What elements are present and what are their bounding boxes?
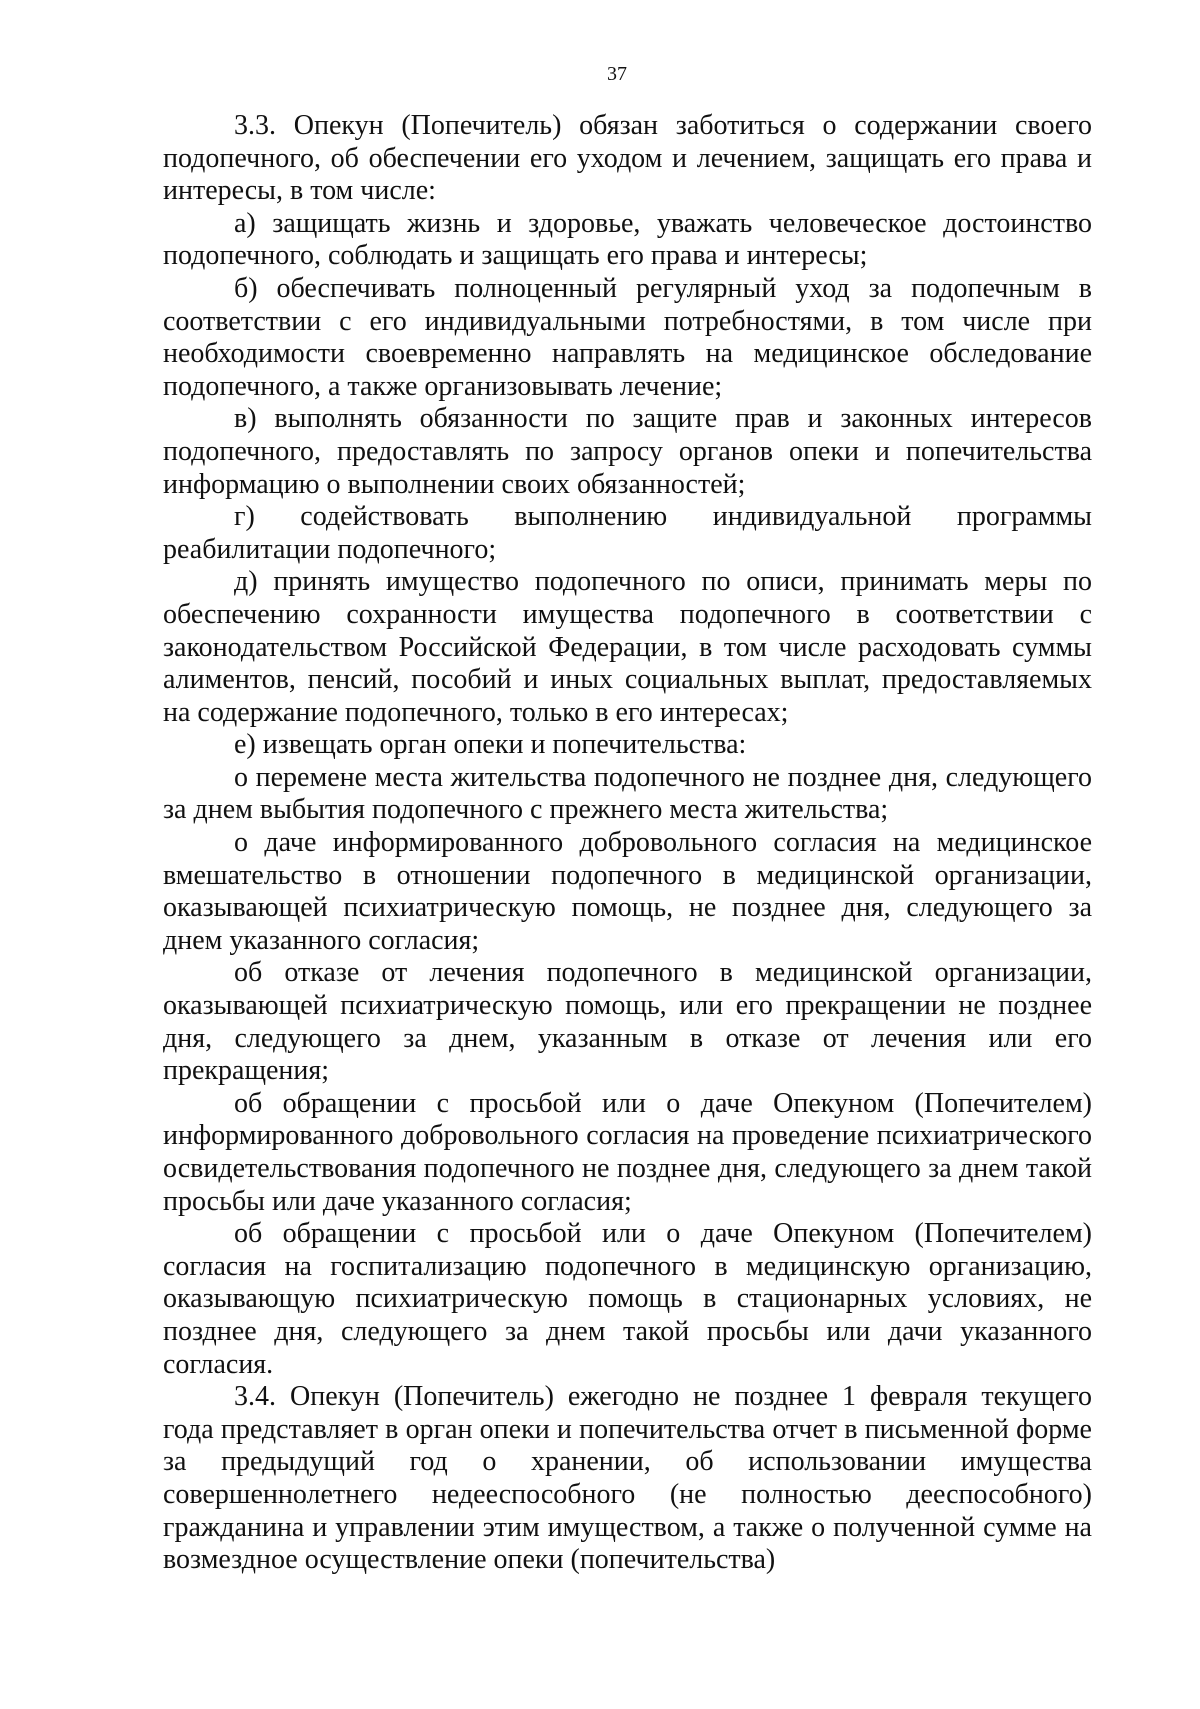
- paragraph-notice-examination: об обращении с просьбой или о даче Опекуном (Попечителем) информированного добровольного согласия на проведение психиатрического освидетельствования подопечного не позднее дня, следующего за днем такой просьбы или даче указанного согласия;: [163, 1087, 1092, 1217]
- paragraph-3-4: 3.4. Опекун (Попечитель) ежегодно не позднее 1 февраля текущего года представляет в орган опеки и попечительства отчет в письменной форме за предыдущий год о хранении, об использовании имущества совершеннолетнего недееспособного (не полностью дееспособного) гражданина и управлении этим имуществом, а также о полученной сумме на возмездное осуществление опеки (попечительства): [163, 1381, 1092, 1576]
- paragraph-notice-refusal: об отказе от лечения подопечного в медицинской организации, оказывающей психиатрическую помощь, или его прекращении не позднее дня, следующего за днем, указанным в отказе от лечения или его прекращения;: [163, 957, 1092, 1087]
- paragraph-item-a: а) защищать жизнь и здоровье, уважать человеческое достоинство подопечного, соблюдать и защищать его права и интересы;: [163, 207, 1092, 272]
- paragraph-item-g: г) содействовать выполнению индивидуальной программы реабилитации подопечного;: [163, 501, 1092, 565]
- paragraph-notice-residence: о перемене места жительства подопечного не позднее дня, следующего за днем выбытия подопечного с прежнего места жительства;: [163, 761, 1092, 826]
- page-number: 37: [607, 63, 627, 85]
- paragraph-notice-hospitalization: об обращении с просьбой или о даче Опекуном (Попечителем) согласия на госпитализацию подопечного в медицинскую организацию, оказывающую психиатрическую помощь в стационарных условиях, не позднее дня, следующего за днем такой просьбы или дачи указанного согласия.: [163, 1218, 1092, 1380]
- paragraph-item-d: д) принять имущество подопечного по описи, принимать меры по обеспечению сохранности имущества подопечного в соответствии с законодательством Российской Федерации, в том числе расходовать суммы алиментов, пенсий, пособий и иных социальных выплат, предоставляемых на содержание подопечного, только в его интересах;: [163, 566, 1092, 728]
- paragraph-item-b: б) обеспечивать полноценный регулярный уход за подопечным в соответствии с его индивидуальными потребностями, в том числе при необходимости своевременно направлять на медицинское обследование подопечного, а также организовывать лечение;: [163, 272, 1092, 402]
- paragraph-item-e: е) извещать орган опеки и попечительства:: [234, 729, 747, 761]
- paragraph-item-v: в) выполнять обязанности по защите прав и законных интересов подопечного, предоставлять по запросу органов опеки и попечительства информацию о выполнении своих обязанностей;: [163, 403, 1092, 500]
- paragraph-notice-consent: о даче информированного добровольного согласия на медицинское вмешательство в отношении подопечного в медицинской организации, оказывающей психиатрическую помощь, не позднее дня, следующего за днем указанного согласия;: [163, 827, 1092, 956]
- paragraph-3-3: 3.3. Опекун (Попечитель) обязан заботиться о содержании своего подопечного, об обеспечении его уходом и лечением, защищать его права и интересы, в том числе:: [163, 110, 1092, 207]
- document-body: [163, 110, 1092, 1577]
